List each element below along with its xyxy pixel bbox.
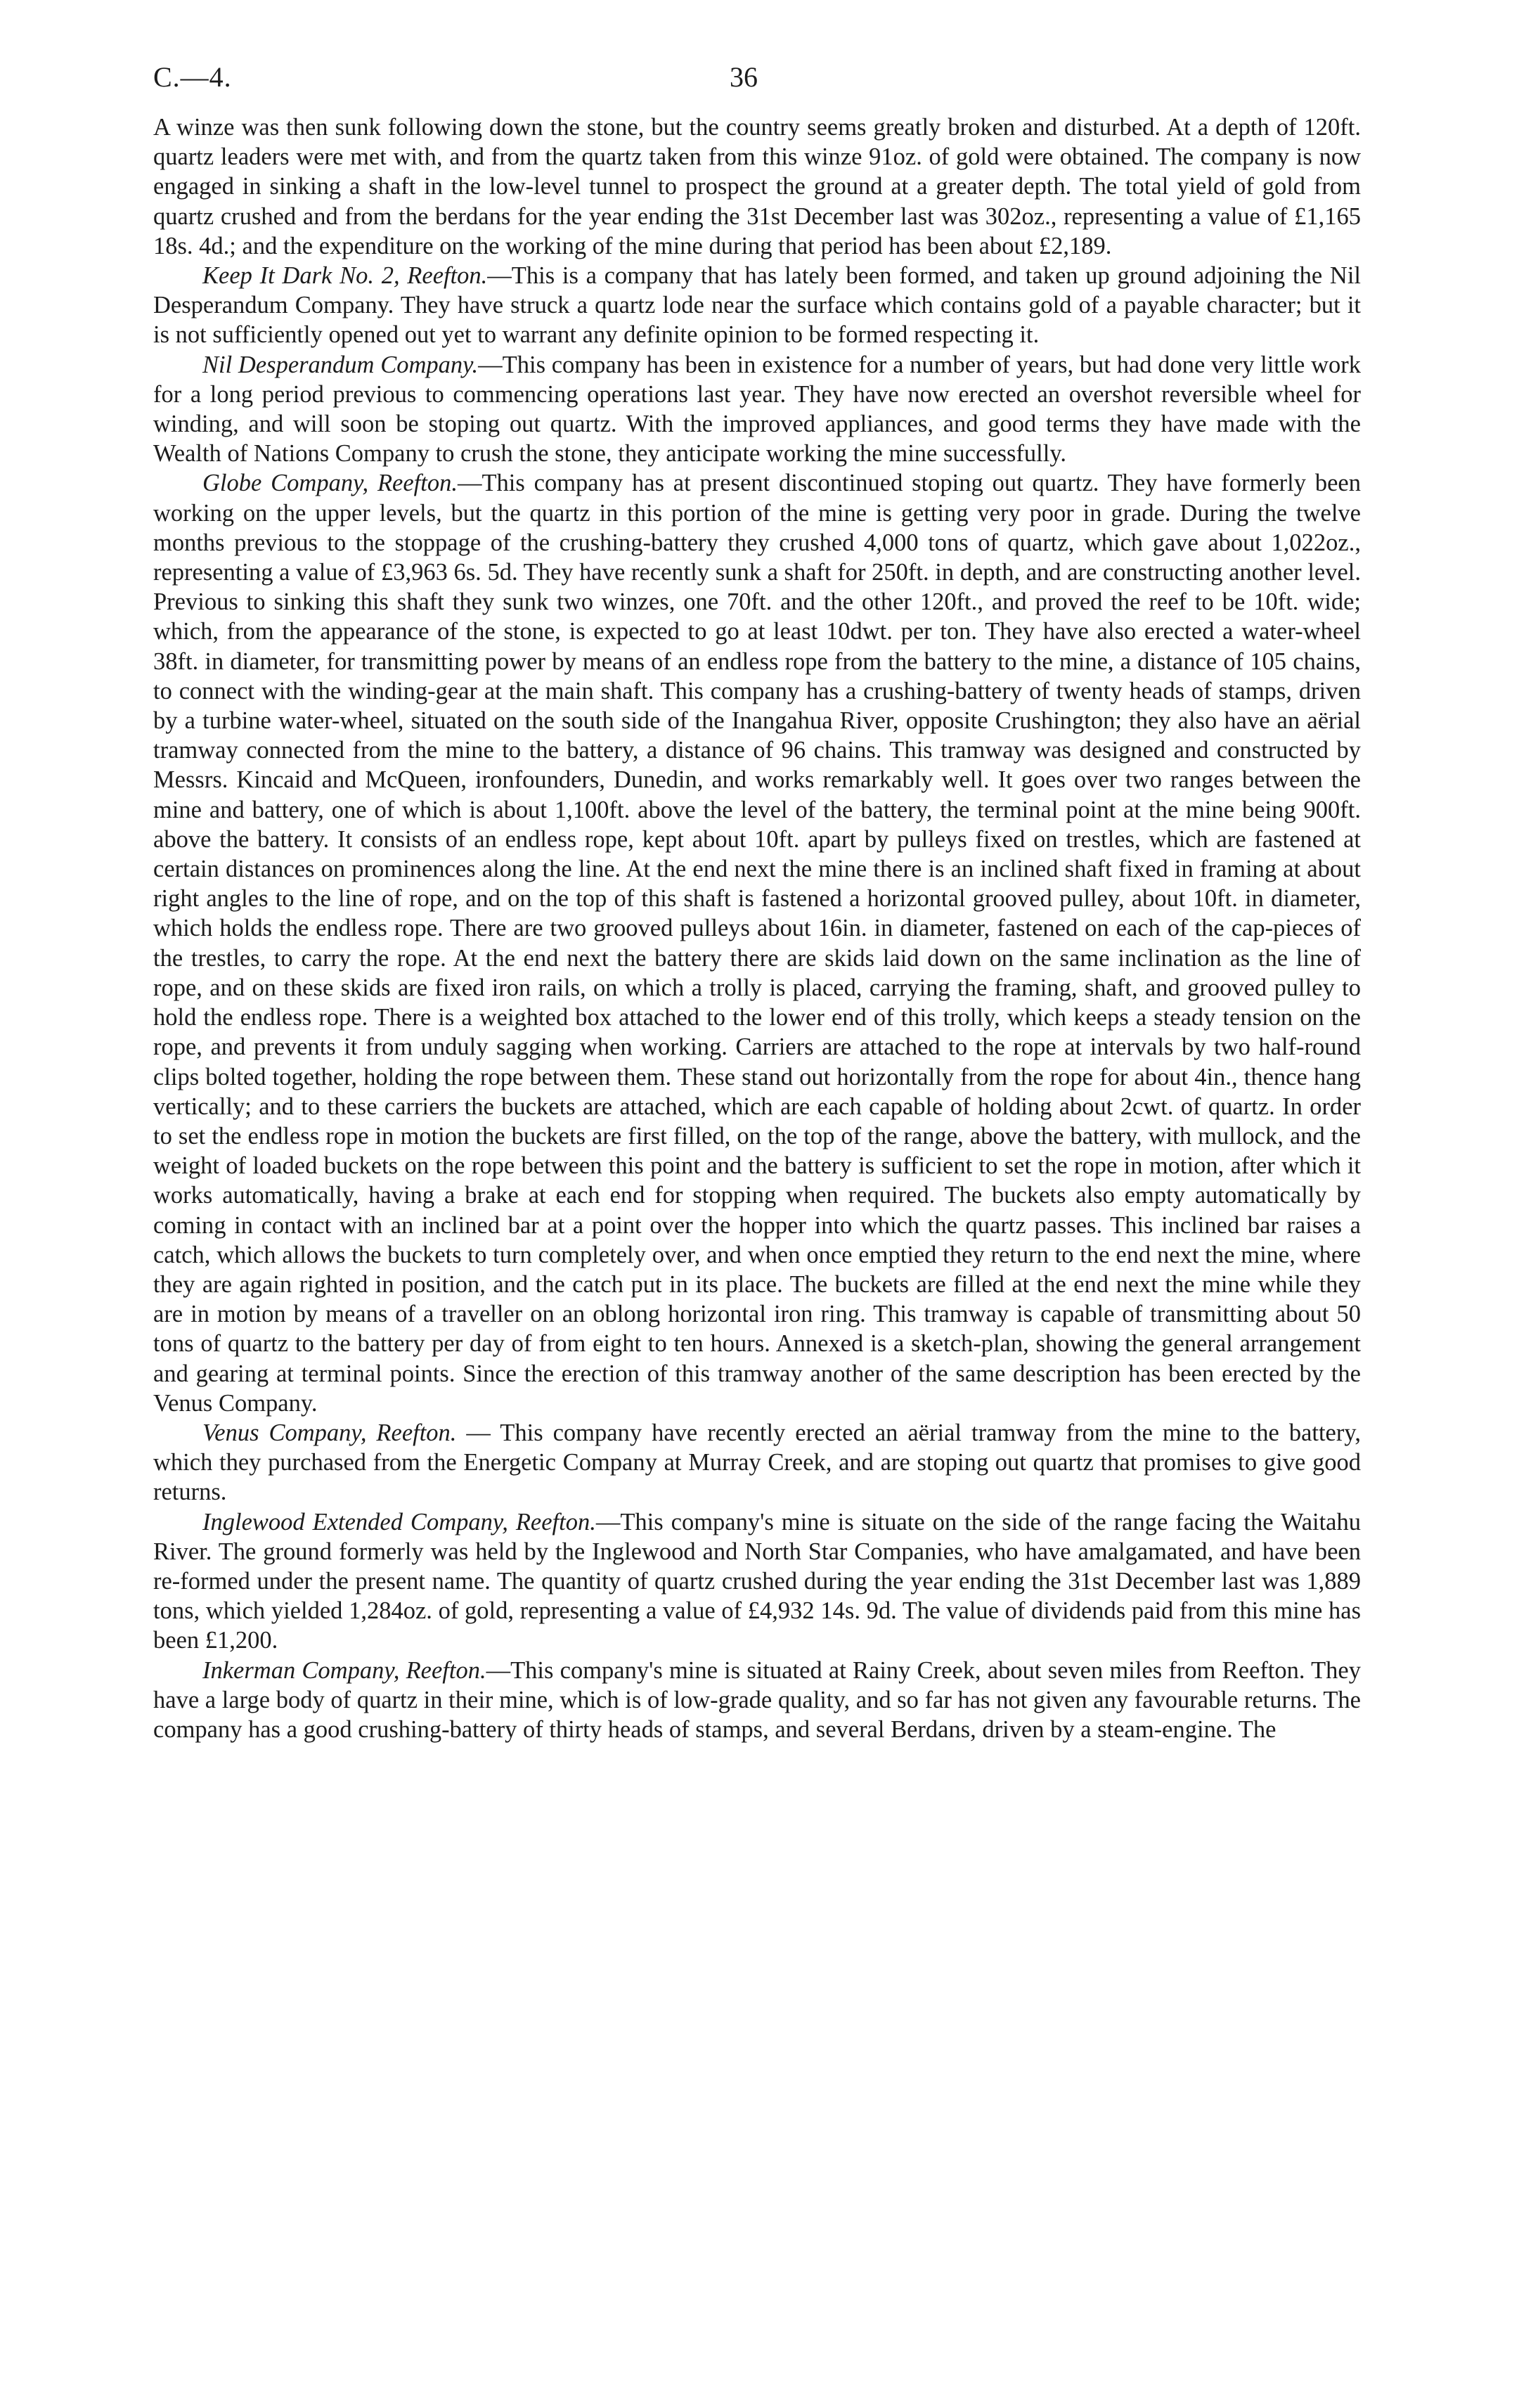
- paragraph-lead: Keep It Dark No. 2, Reefton.: [202, 262, 488, 290]
- paragraph-text: — This company have recently erected an aërial tramway from the mine to the battery, which they purchased from the Energetic Company at Murray Creek, and are stoping out quartz that promises to give good returns.: [153, 1419, 1361, 1506]
- paragraph-venus-company: [153, 1418, 1361, 1507]
- paragraph-inglewood-extended: [153, 1507, 1361, 1656]
- paragraph-lead: Venus Company, Reefton.: [202, 1419, 457, 1446]
- document-code: C.—4.: [153, 61, 232, 93]
- page-number: 36: [730, 61, 758, 93]
- paragraph-lead: Inglewood Extended Company, Reefton.: [202, 1508, 596, 1535]
- paragraph-text: —This company's mine is situate on the side of the range facing the Waitahu River. The ground formerly was held by the Inglewood and North Star Companies, who have amalgamated, and have been re-formed under the present name. The quantity of quartz crushed during the year ending the 31st December last was 1,889 tons, which yielded 1,284oz. of gold, representing a value of £4,932 14s. 9d. The value of dividends paid from this mine has been £1,200.: [153, 1508, 1361, 1654]
- page-header: [153, 49, 1361, 105]
- paragraph-text: —This is a company that has lately been formed, and taken up ground adjoining the Nil Desperandum Company. They have struck a quartz lode near the surface which contains gold of a payable character; but it is not sufficiently opened out yet to warrant any definite opinion to be formed respecting it.: [153, 262, 1361, 349]
- paragraph-text: —This company has at present discontinued stoping out quartz. They have formerly been working on the upper levels, but the quartz in this portion of the mine is getting very poor in grade. During the twelve months previous to the stoppage of the crushing-battery they crushed 4,000 tons of quartz, which gave about 1,022oz., representing a value of £3,963 6s. 5d. They have recently sunk a shaft for 250ft. in depth, and are constructing another level. Previous to sinking this shaft they sunk two winzes, one 70ft. and the other 120ft., and proved the reef to be 10ft. wide; which, from the appearance of the stone, is expected to go at least 10dwt. per ton. They have also erected a water-wheel 38ft. in diameter, for transmitting power by means of an endless rope from the battery to the mine, a distance of 105 chains, to connect with the winding-gear at the main shaft. This company has a crushing-battery of twenty heads of stamps, driven by a turbine water-wheel, situated on the south side of the Inangahua River, opposite Crushington; they also have an aërial tramway connected from the mine to the battery, a distance of 96 chains. This tramway was designed and constructed by Messrs. Kincaid and McQueen, ironfounders, Dunedin, and works remarkably well. It goes over two ranges between the mine and battery, one of which is about 1,100ft. above the level of the battery, the terminal point at the mine being 900ft. above the battery. It consists of an endless rope, kept about 10ft. apart by pulleys fixed on trestles, which are fastened at certain distances on prominences along the line. At the end next the mine there is an inclined shaft fixed in framing at about right angles to the line of rope, and on the top of this shaft is fastened a horizontal grooved pulley, about 10ft. in diameter, which holds the endless rope. There are two grooved pulleys about 16in. in diameter, fastened on each of the cap-pieces of the trestles, to carry the rope. At the end next the battery there are skids laid down on the same inclination as the line of rope, and on these skids are fixed iron rails, on which a trolly is placed, carrying the framing, shaft, and grooved pulley to hold the endless rope. There is a weighted box attached to the lower end of this trolly, which keeps a steady tension on the rope, and prevents it from unduly sagging when working. Carriers are attached to the rope at intervals by two half-round clips bolted together, holding the rope between them. These stand out horizontally from the rope for about 4in., thence hang vertically; and to these carriers the buckets are attached, which are each capable of holding about 2cwt. of quartz. In order to set the endless rope in motion the buckets are first filled, on the top of the range, above the battery, with mullock, and the weight of loaded buckets on the rope between this point and the battery is sufficient to set the rope in motion, after which it works automatically, having a brake at each end for stopping when required. The buckets also empty automatically by coming in contact with an inclined bar at a point over the hopper into which the quartz passes. This inclined bar raises a catch, which allows the buckets to turn completely over, and when once emptied they return to the end next the mine, where they are again righted in position, and the catch put in its place. The buckets are filled at the end next the mine while they are in motion by means of a traveller on an oblong horizontal iron ring. This tramway is capable of transmitting about 50 tons of quartz to the battery per day of from eight to ten hours. Annexed is a sketch-plan, showing the general arrangement and gearing at terminal points. Since the erection of this tramway another of the same description has been erected by the Venus Company.: [153, 470, 1361, 1417]
- paragraph-lead: Nil Desperandum Company.: [202, 351, 479, 378]
- paragraph-text: A winze was then sunk following down the stone, but the country seems greatly broken and disturbed. At a depth of 120ft. quartz leaders were met with, and from the quartz taken from this winze 91oz. of gold were obtained. The company is now engaged in sinking a shaft in the low-level tunnel to prospect the ground at a greater depth. The total yield of gold from quartz crushed and from the berdans for the year ending the 31st December last was 302oz., representing a value of £1,165 18s. 4d.; and the expenditure on the working of the mine during that period has been about £2,189.: [153, 114, 1361, 259]
- body-text: [153, 112, 1361, 1744]
- paragraph-keep-it-dark: [153, 261, 1361, 350]
- paragraph-inkerman-company: [153, 1656, 1361, 1745]
- paragraph-text: —This company has been in existence for a number of years, but had done very little work for a long period previous to commencing operations last year. They have now erected an overshot reversible wheel for winding, and will soon be stoping out quartz. With the improved appliances, and good terms they have made with the Wealth of Nations Company to crush the stone, they anticipate working the mine successfully.: [153, 351, 1361, 468]
- paragraph-lead: Globe Company, Reefton.: [202, 470, 458, 497]
- paragraph-text: —This company's mine is situated at Rainy Creek, about seven miles from Reefton. They have a large body of quartz in their mine, which is of low-grade quality, and so far has not given any favourable returns. The company has a good crushing-battery of thirty heads of stamps, and several Berdans, driven by a steam-engine. The: [153, 1656, 1361, 1743]
- paragraph-continuation: [153, 112, 1361, 261]
- paragraph-globe-company: [153, 468, 1361, 1418]
- paragraph-lead: Inkerman Company, Reefton.: [202, 1656, 486, 1684]
- paragraph-nil-desperandum: [153, 350, 1361, 469]
